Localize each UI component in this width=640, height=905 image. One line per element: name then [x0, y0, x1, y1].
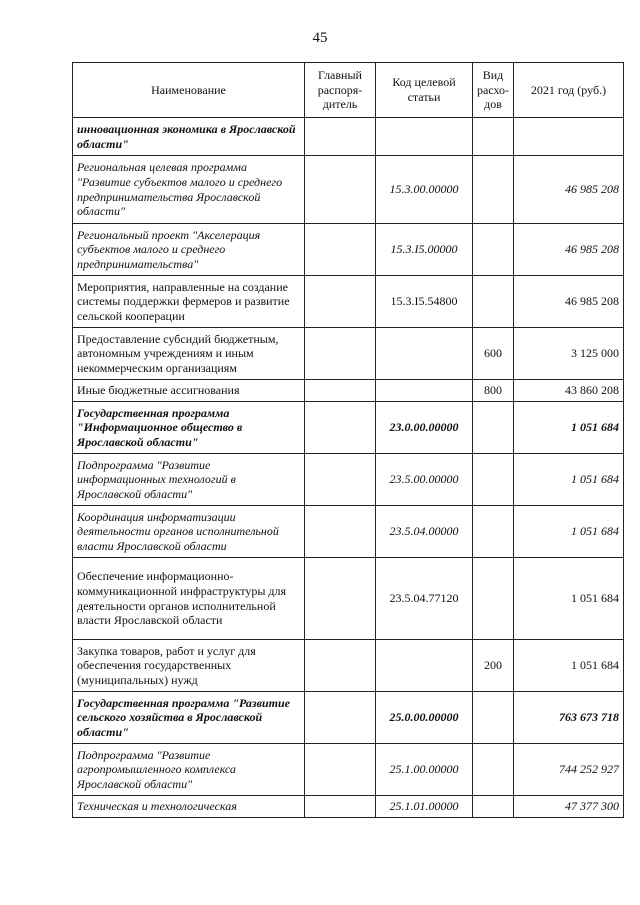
cell-type: [473, 224, 514, 276]
cell-name: Государственная программа "Информационное общество в Ярославской области": [73, 402, 305, 454]
cell-type: 800: [473, 380, 514, 402]
cell-amount: 744 252 927: [514, 744, 624, 796]
cell-code: [376, 328, 473, 380]
cell-admin: [305, 744, 376, 796]
header-code: Код целевой статьи: [376, 63, 473, 118]
cell-type: [473, 118, 514, 156]
cell-type: [473, 276, 514, 328]
cell-amount: 1 051 684: [514, 506, 624, 558]
cell-code: 15.3.00.00000: [376, 156, 473, 224]
cell-admin: [305, 796, 376, 818]
table-row: [73, 692, 624, 744]
cell-code: 23.5.04.77120: [376, 558, 473, 640]
cell-amount: 1 051 684: [514, 558, 624, 640]
table-header-row: [73, 63, 624, 118]
budget-table: [72, 62, 624, 818]
table-row: [73, 118, 624, 156]
cell-name: Региональный проект "Акселерация субъектов малого и среднего предпринимательства": [73, 224, 305, 276]
cell-amount: 46 985 208: [514, 156, 624, 224]
cell-admin: [305, 402, 376, 454]
cell-type: 600: [473, 328, 514, 380]
cell-type: [473, 558, 514, 640]
cell-type: [473, 744, 514, 796]
cell-amount: 43 860 208: [514, 380, 624, 402]
table-row: [73, 380, 624, 402]
header-name: Наименование: [73, 63, 305, 118]
table-row: [73, 640, 624, 692]
cell-admin: [305, 224, 376, 276]
cell-admin: [305, 118, 376, 156]
header-admin: Главный распоря-дитель: [305, 63, 376, 118]
table-row: [73, 224, 624, 276]
cell-admin: [305, 380, 376, 402]
cell-type: [473, 156, 514, 224]
cell-name: Координация информатизации деятельности органов исполнительной власти Ярославской области: [73, 506, 305, 558]
header-type: Вид расхо-дов: [473, 63, 514, 118]
table-body: [73, 118, 624, 818]
cell-admin: [305, 506, 376, 558]
cell-name: Мероприятия, направленные на создание системы поддержки фермеров и развитие сельской кооперации: [73, 276, 305, 328]
cell-code: 25.1.00.00000: [376, 744, 473, 796]
table-row: [73, 156, 624, 224]
table-row: [73, 402, 624, 454]
table-row: [73, 744, 624, 796]
cell-admin: [305, 328, 376, 380]
table-row: [73, 558, 624, 640]
cell-amount: 1 051 684: [514, 640, 624, 692]
header-amount: 2021 год (руб.): [514, 63, 624, 118]
cell-admin: [305, 692, 376, 744]
cell-code: [376, 380, 473, 402]
cell-type: [473, 692, 514, 744]
table-row: [73, 796, 624, 818]
cell-name: Предоставление субсидий бюджетным, автономным учреждениям и иным некоммерческим организациям: [73, 328, 305, 380]
cell-name: Закупка товаров, работ и услуг для обеспечения государственных (муниципальных) нужд: [73, 640, 305, 692]
table-row: [73, 506, 624, 558]
table-row: [73, 276, 624, 328]
cell-amount: 3 125 000: [514, 328, 624, 380]
cell-name: Иные бюджетные ассигнования: [73, 380, 305, 402]
cell-type: [473, 402, 514, 454]
cell-code: 23.0.00.00000: [376, 402, 473, 454]
cell-amount: 46 985 208: [514, 224, 624, 276]
cell-name: Техническая и технологическая: [73, 796, 305, 818]
page-number: 45: [312, 30, 328, 46]
cell-name: инновационная экономика в Ярославской области": [73, 118, 305, 156]
cell-name: Подпрограмма "Развитие информационных технологий в Ярославской области": [73, 454, 305, 506]
cell-type: [473, 506, 514, 558]
cell-code: 25.1.01.00000: [376, 796, 473, 818]
cell-amount: 1 051 684: [514, 402, 624, 454]
cell-code: 15.3.I5.00000: [376, 224, 473, 276]
cell-amount: [514, 118, 624, 156]
cell-admin: [305, 276, 376, 328]
table-row: [73, 328, 624, 380]
cell-amount: 46 985 208: [514, 276, 624, 328]
cell-code: 23.5.00.00000: [376, 454, 473, 506]
cell-code: 15.3.I5.54800: [376, 276, 473, 328]
cell-name: Государственная программа "Развитие сельского хозяйства в Ярославской области": [73, 692, 305, 744]
cell-type: [473, 796, 514, 818]
cell-code: 23.5.04.00000: [376, 506, 473, 558]
cell-admin: [305, 640, 376, 692]
cell-type: 200: [473, 640, 514, 692]
cell-admin: [305, 156, 376, 224]
cell-name: Региональная целевая программа "Развитие субъектов малого и среднего предпринимательства Ярославской области": [73, 156, 305, 224]
cell-type: [473, 454, 514, 506]
cell-name: Обеспечение информационно-коммуникационной инфраструктуры для деятельности органов исполнительной власти Ярославской области: [73, 558, 305, 640]
cell-admin: [305, 558, 376, 640]
cell-admin: [305, 454, 376, 506]
cell-code: 25.0.00.00000: [376, 692, 473, 744]
cell-name: Подпрограмма "Развитие агропромышленного комплекса Ярославской области": [73, 744, 305, 796]
cell-amount: 47 377 300: [514, 796, 624, 818]
cell-code: [376, 118, 473, 156]
table-row: [73, 454, 624, 506]
cell-amount: 1 051 684: [514, 454, 624, 506]
cell-code: [376, 640, 473, 692]
cell-amount: 763 673 718: [514, 692, 624, 744]
